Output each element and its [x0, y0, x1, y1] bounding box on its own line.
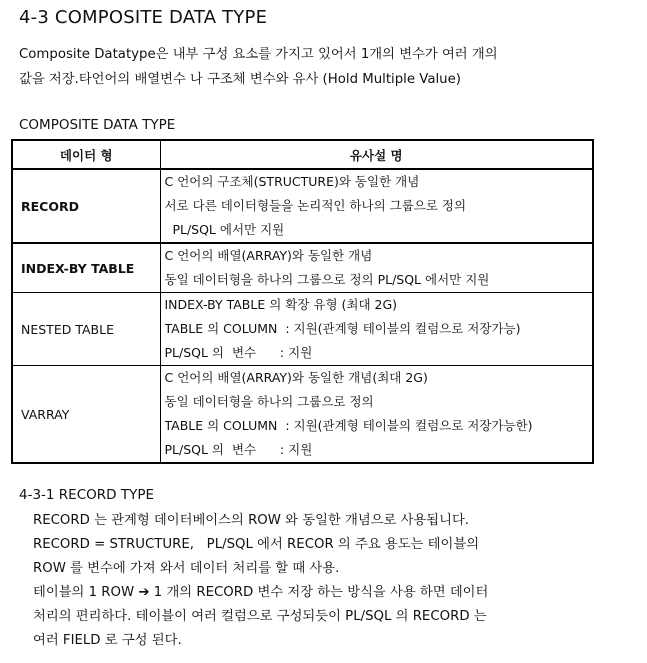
- table-header-row: [12, 140, 593, 169]
- description-line: 동일 데이터형을 하나의 그룹으로 정의: [164, 394, 374, 409]
- body-line: [33, 581, 633, 605]
- description-cell: [160, 169, 593, 243]
- description-line: 동일 데이터형을 하나의 그룹으로 정의 PL/SQL 에서만 지원: [164, 272, 490, 287]
- intro-line: 값을 저장.타언어의 배열변수 나 구조체 변수와 유사 (Hold Multiple Value): [19, 72, 461, 87]
- description-line: INDEX-BY TABLE 의 확장 유형 (최대 2G): [164, 297, 398, 312]
- type-cell: INDEX-BY TABLE: [12, 243, 160, 293]
- type-cell: RECORD: [12, 169, 160, 243]
- body-line: RECORD 는 관계형 데이터베이스의 ROW 와 동일한 개념으로 사용됩니다.: [33, 513, 470, 528]
- body-line: RECORD = STRUCTURE, PL/SQL 에서 RECOR 의 주요 용도는 테이블의: [33, 537, 480, 552]
- description-line: TABLE 의 COLUMN : 지원(관계형 테이블의 컬럼으로 저장가능): [164, 321, 521, 336]
- intro-paragraph: [19, 42, 619, 92]
- description-line: TABLE 의 COLUMN : 지원(관계형 테이블의 컬럼으로 저장가능한): [164, 418, 533, 433]
- body-line: 처리의 편리하다. 테이블이 여러 컬럼으로 구성되듯이 PL/SQL 의 RECORD 는: [33, 609, 487, 624]
- body-text-segment: 1 개의 RECORD 변수 저장 하는 방식을 사용 하면 데이터: [149, 585, 489, 600]
- composite-type-table: [11, 139, 594, 464]
- description-line: 서로 다른 데이터형들을 논리적인 하나의 그룹으로 정의: [164, 198, 467, 213]
- description-line: C 언어의 구조체(STRUCTURE)와 동일한 개념: [164, 174, 420, 189]
- table-row-record: [12, 169, 593, 243]
- table-row-index-by-table: [12, 243, 593, 293]
- header-type: 데이터 형: [12, 140, 160, 169]
- table-row-varray: [12, 366, 593, 464]
- intro-line: Composite Datatype은 내부 구성 요소를 가지고 있어서 1개의 변수가 여러 개의: [19, 47, 498, 62]
- section-title: 4-3-1 RECORD TYPE: [19, 487, 154, 503]
- arrow-right-icon: ➔: [138, 585, 150, 600]
- body-text-segment: 테이블의 1 ROW: [33, 585, 135, 600]
- description-line: PL/SQL 의 변수 : 지원: [164, 345, 313, 360]
- body-line: ROW 를 변수에 가져 와서 데이터 처리를 할 때 사용.: [33, 561, 340, 576]
- description-cell: [160, 243, 593, 293]
- description-cell: [160, 366, 593, 464]
- header-description: 유사설 명: [160, 140, 593, 169]
- description-line: C 언어의 배열(ARRAY)와 동일한 개념: [164, 248, 373, 263]
- table-caption: COMPOSITE DATA TYPE: [19, 117, 176, 133]
- type-cell: VARRAY: [12, 366, 160, 464]
- description-cell: [160, 293, 593, 366]
- description-line: C 언어의 배열(ARRAY)와 동일한 개념(최대 2G): [164, 370, 428, 385]
- section-body: [33, 509, 633, 653]
- body-line: 여러 FIELD 로 구성 된다.: [33, 633, 182, 648]
- description-line: PL/SQL 에서만 지원: [164, 222, 285, 237]
- table-row-nested-table: [12, 293, 593, 366]
- description-line: PL/SQL 의 변수 : 지원: [164, 442, 313, 457]
- page-title: 4-3 COMPOSITE DATA TYPE: [19, 7, 268, 28]
- type-cell: NESTED TABLE: [12, 293, 160, 366]
